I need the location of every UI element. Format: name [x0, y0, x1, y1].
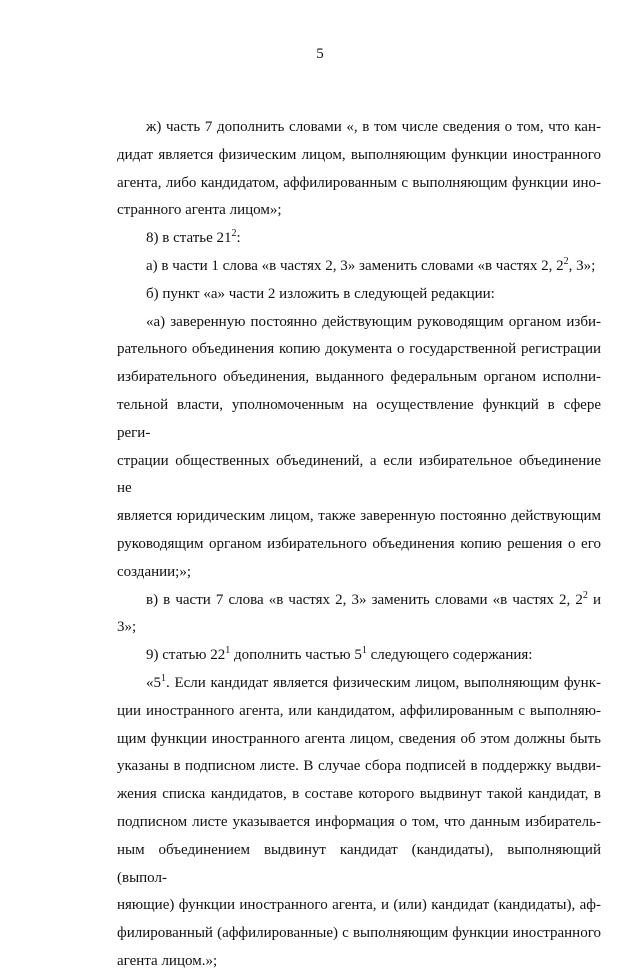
text-line: избирательного объединения, выданного федеральным органом исполни-: [117, 369, 601, 386]
text-line: щим функции иностранного агента лицом, сведения об этом должны быть: [117, 730, 601, 747]
text-line: ным объединением выдвинут кандидат (кандидаты), выполняющий (выпол-: [117, 841, 601, 886]
text-line: [117, 642, 601, 670]
text-line: няющие) функции иностранного агента, и (или) кандидат (кандидаты), аф-: [117, 897, 601, 914]
text-line: [117, 253, 601, 281]
text-line: руководящим органом избирательного объединения копию решения о его: [117, 535, 601, 552]
text-line: филированный (аффилированные) с выполняющим функции иностранного: [117, 925, 601, 942]
text-line: ж) часть 7 дополнить словами «, в том числе сведения о том, что кан-: [146, 119, 601, 135]
text-segment: в) в части 7 слова «в частях 2, 3» заменить словами «в частях 2, 2: [146, 591, 583, 608]
text-line: [117, 225, 601, 253]
superscript: 1: [161, 672, 166, 684]
text-segment: 9) статью 22: [146, 647, 226, 664]
text-line: дидат является физическим лицом, выполняющим функции иностранного: [117, 146, 601, 163]
text-segment: , 3»;: [568, 257, 596, 274]
page-number: 5: [316, 46, 324, 62]
text-line: является юридическим лицом, также заверенную постоянно действующим: [117, 508, 601, 525]
text-line: странного агента лицом»;: [117, 202, 282, 219]
superscript: 2: [231, 228, 237, 240]
text-line: 3»;: [117, 619, 137, 636]
text-line: тельной власти, уполномоченным на осуществление функций в сфере реги-: [117, 396, 601, 441]
text-line: агента, либо кандидатом, аффилированным с выполняющим функции ино-: [117, 174, 601, 191]
text-line: подписном листе указывается информация о том, что данным избиратель-: [117, 813, 601, 830]
document-body: [117, 114, 601, 976]
text-line: [117, 587, 601, 615]
text-segment: дополнить частью 5: [230, 647, 362, 664]
text-line: б) пункт «а» части 2 изложить в следующей редакции:: [146, 285, 495, 302]
text-line: указаны в подписном листе. В случае сбора подписей в поддержку выдви-: [117, 758, 601, 775]
text-line: ции иностранного агента, или кандидатом, аффилированным с выполняю-: [117, 702, 601, 719]
text-segment: следующего содержания:: [366, 647, 533, 664]
text-line: рательного объединения копию документа о государственной регистрации: [117, 341, 601, 358]
text-segment: :: [236, 230, 241, 247]
text-segment: «5: [146, 674, 161, 691]
text-segment: . Если кандидат является физическим лицом, выполняющим функ-: [166, 674, 601, 691]
text-line: «а) заверенную постоянно действующим руководящим органом изби-: [146, 313, 601, 330]
text-segment: и: [587, 591, 601, 608]
text-line: [117, 670, 601, 698]
superscript: 1: [225, 645, 231, 657]
superscript: 2: [563, 255, 569, 267]
text-line: создании;»;: [117, 563, 192, 580]
text-line: агента лицом.»;: [117, 952, 218, 969]
text-line: жения списка кандидатов, в составе которого выдвинут такой кандидат, в: [117, 786, 601, 803]
text-line: страции общественных объединений, а если избирательное объединение не: [117, 452, 601, 497]
superscript: 2: [582, 589, 588, 601]
text-segment: 8) в статье 21: [146, 230, 232, 247]
text-segment: а) в части 1 слова «в частях 2, 3» заменить словами «в частях 2, 2: [146, 257, 564, 274]
superscript: 1: [361, 645, 367, 657]
